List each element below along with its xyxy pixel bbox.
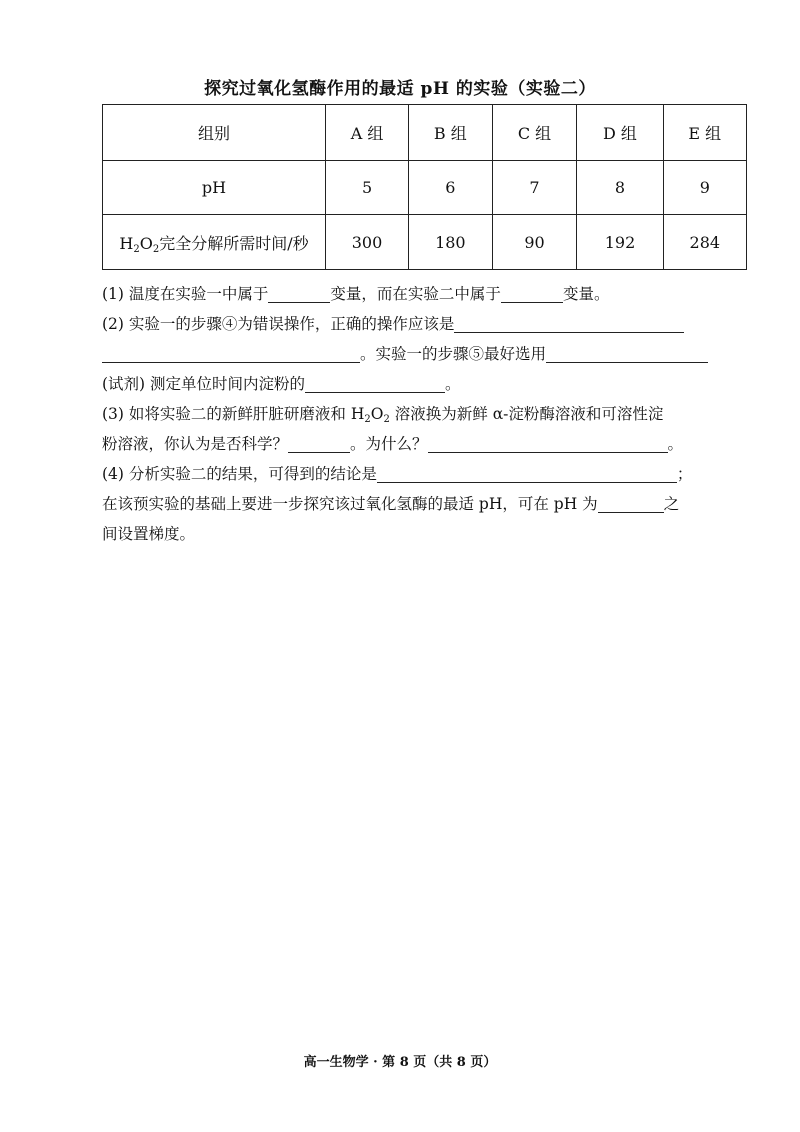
question-2-line-3: (试剂) 测定单位时间内淀粉的 。: [102, 375, 461, 393]
answer-blank[interactable]: [288, 434, 350, 453]
question-3-line-2: 粉溶液，你认为是否科学？ 。为什么？ 。: [102, 435, 684, 453]
page-footer: 高一生物学 · 第 8 页（共 8 页）: [303, 1055, 497, 1070]
answer-blank[interactable]: [377, 464, 677, 483]
question-4: (4) 分析实验二的结果，可得到的结论是 ；: [102, 465, 693, 483]
table-cell: D 组: [577, 105, 663, 161]
answer-blank[interactable]: [454, 314, 684, 333]
answer-blank[interactable]: [268, 284, 330, 303]
table-row: [103, 215, 747, 270]
question-2: (2) 实验一的步骤④为错误操作，正确的操作应该是: [102, 309, 752, 339]
answer-blank[interactable]: [598, 494, 664, 513]
question-4-line-3: 间设置梯度。: [102, 525, 196, 543]
table-cell: C 组: [492, 105, 577, 161]
table-cell: 300: [326, 215, 409, 270]
table-cell: 192: [577, 215, 663, 270]
table-cell: 284: [663, 215, 746, 270]
table-cell: A 组: [326, 105, 409, 161]
table-header-label: 组别: [103, 105, 326, 161]
table-row-label: pH: [103, 161, 326, 215]
table-row: [103, 105, 747, 161]
answer-blank[interactable]: [305, 374, 445, 393]
table-cell: 90: [492, 215, 577, 270]
question-1: (1) 温度在实验一中属于 变量，而在实验二中属于 变量。: [102, 285, 610, 303]
question-2-line-2: 。实验一的步骤⑤最好选用: [102, 339, 752, 369]
experiment-title: 探究过氧化氢酶作用的最适 pH 的实验（实验二）: [204, 79, 596, 99]
question-3: (3) 如将实验二的新鲜肝脏研磨液和 $H_2O_2$ 溶液换为新鲜 α-淀粉酶溶液和可溶性淀: [102, 405, 664, 425]
table-row-label: $H_2O_2$完全分解所需时间/秒: [103, 215, 326, 270]
question-4-line-2: 在该预实验的基础上要进一步探究该过氧化氢酶的最适 pH，可在 pH 为 之: [102, 495, 680, 513]
answer-blank[interactable]: [501, 284, 563, 303]
table-row: [103, 161, 747, 215]
table-cell: 9: [663, 161, 746, 215]
table-cell: 7: [492, 161, 577, 215]
table-cell: 8: [577, 161, 663, 215]
answer-blank[interactable]: [102, 344, 360, 363]
answer-blank[interactable]: [428, 434, 668, 453]
table-cell: E 组: [663, 105, 746, 161]
table-cell: 5: [326, 161, 409, 215]
table-cell: 180: [409, 215, 493, 270]
table-cell: B 组: [409, 105, 493, 161]
experiment-table: [102, 104, 747, 270]
table-cell: 6: [409, 161, 493, 215]
answer-blank[interactable]: [546, 344, 708, 363]
